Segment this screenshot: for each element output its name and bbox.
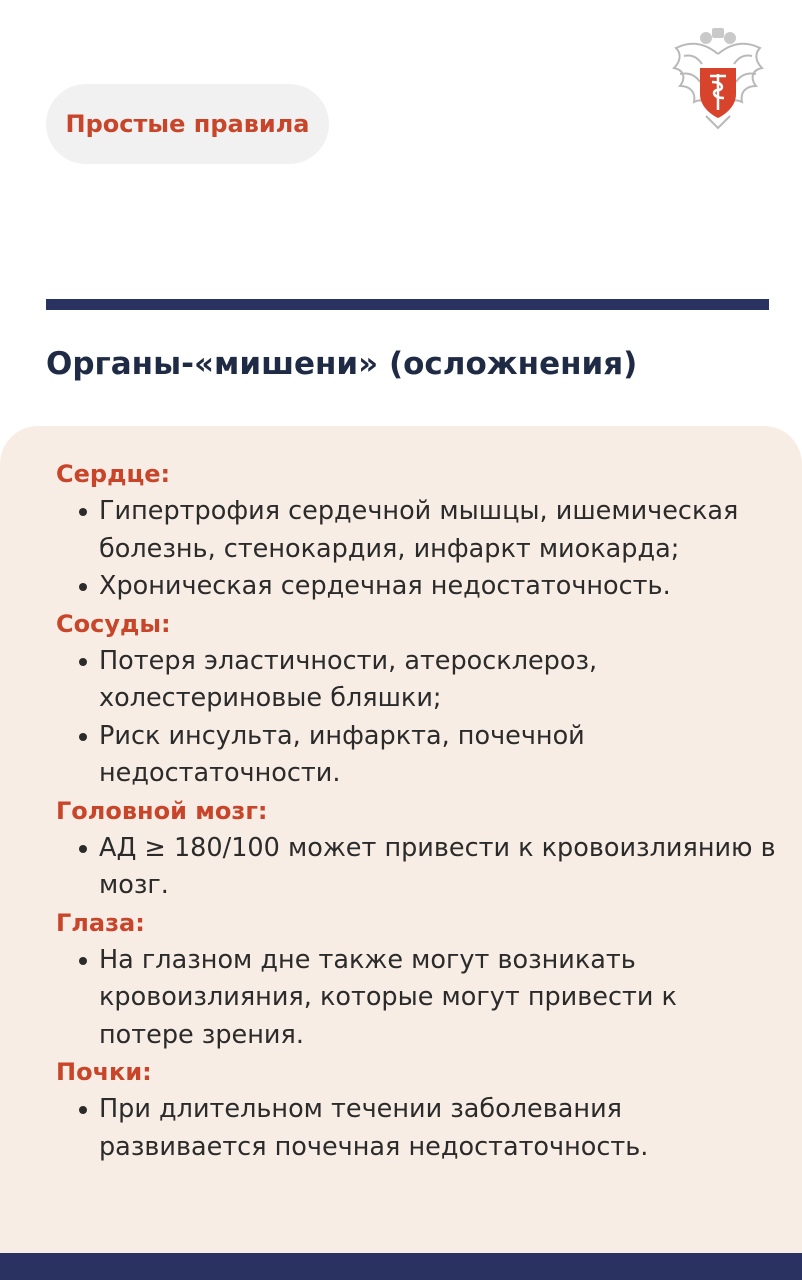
footer-bar bbox=[0, 1253, 802, 1280]
badge-label: Простые правила bbox=[65, 110, 310, 138]
section-title: Почки: bbox=[56, 1058, 152, 1086]
badge-simple-rules bbox=[46, 84, 329, 164]
section-title: Глаза: bbox=[56, 908, 145, 937]
page-title: Органы-«мишени» (осложнения) bbox=[46, 346, 638, 382]
section-title: Сердце: bbox=[56, 460, 171, 488]
list-item: Хроническая сердечная недостаточность. bbox=[56, 568, 776, 606]
section-title: Сосуды: bbox=[56, 609, 171, 638]
ministry-of-health-emblem-icon bbox=[666, 24, 770, 134]
section-title: Головной мозг: bbox=[56, 796, 268, 825]
divider-bar bbox=[46, 299, 769, 310]
section-vessels bbox=[56, 606, 776, 793]
list-item: На глазном дне также могут возникать кровоизлияния, которые могут привести к потере зрения. bbox=[56, 942, 776, 1055]
list-item: Гипертрофия сердечной мышцы, ишемическая болезнь, стенокардия, инфаркт миокарда; bbox=[56, 493, 776, 568]
list-item: АД ≥ 180/100 может привести к кровоизлиянию в мозг. bbox=[56, 830, 776, 905]
list-item: Потеря эластичности, атеросклероз, холестериновые бляшки; bbox=[56, 643, 776, 718]
section-heart bbox=[56, 456, 776, 606]
list-item: Риск инсульта, инфаркта, почечной недостаточности. bbox=[56, 718, 776, 793]
section-brain bbox=[56, 793, 776, 905]
complications-list bbox=[56, 456, 776, 1166]
section-kidneys bbox=[56, 1054, 776, 1166]
section-eyes bbox=[56, 905, 776, 1055]
list-item: При длительном течении заболевания развивается почечная недостаточность. bbox=[56, 1091, 776, 1166]
